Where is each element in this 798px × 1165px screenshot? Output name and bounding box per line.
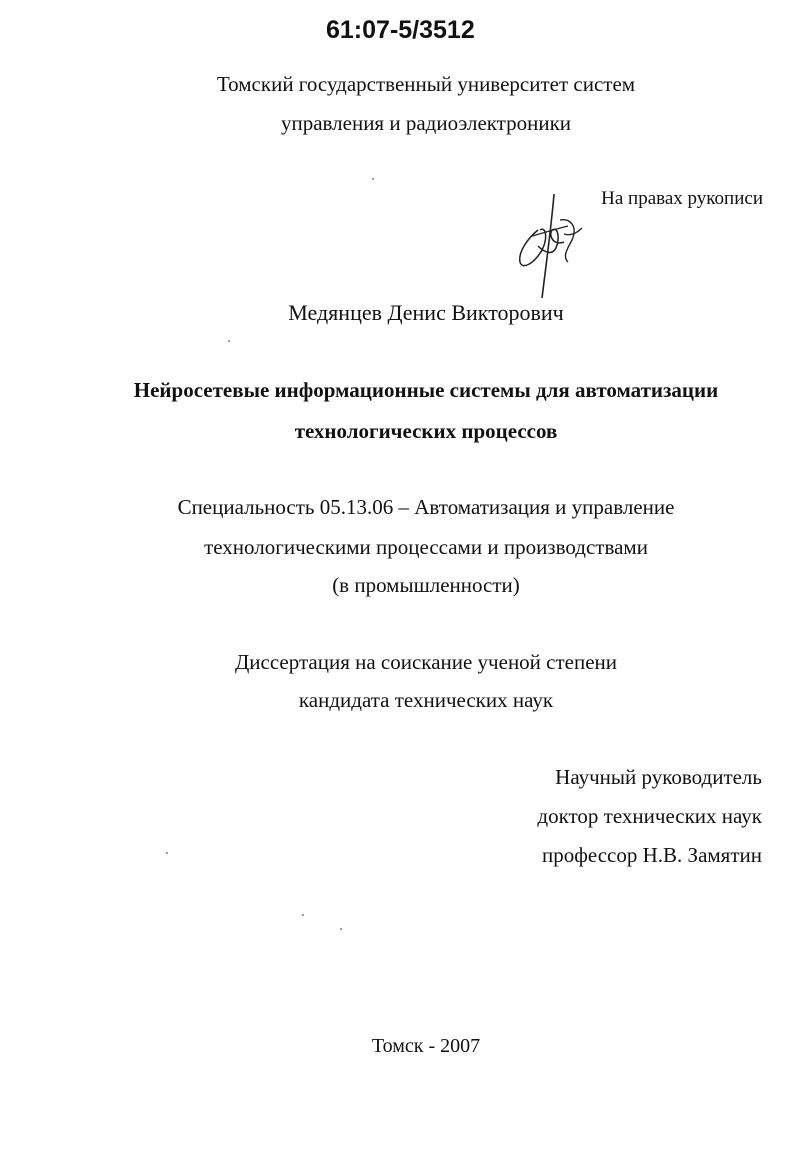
degree-line-1: Диссертация на соискание ученой степени bbox=[234, 650, 618, 674]
signature-mark bbox=[508, 190, 590, 302]
degree-line-2: кандидата технических наук bbox=[298, 688, 554, 712]
title-line-2: технологических процессов bbox=[294, 419, 558, 443]
scan-speck bbox=[166, 852, 168, 854]
university-line-1: Томский государственный университет систем bbox=[216, 72, 636, 96]
advisor-name: профессор Н.В. Замятин bbox=[542, 843, 762, 867]
scan-speck bbox=[228, 340, 230, 342]
university-line-2: управления и радиоэлектроники bbox=[280, 111, 572, 135]
scan-speck bbox=[302, 914, 304, 916]
author-name: Медянцев Денис Викторович bbox=[288, 300, 564, 325]
city-year: Томск - 2007 bbox=[371, 1035, 481, 1057]
specialty-line-2: технологическими процессами и производствами bbox=[204, 535, 648, 559]
manuscript-rights: На правах рукописи bbox=[601, 188, 763, 209]
advisor-role: Научный руководитель bbox=[555, 765, 762, 789]
catalog-number: 61:07-5/3512 bbox=[326, 16, 475, 44]
specialty-line-3: (в промышленности) bbox=[332, 573, 520, 597]
title-line-1: Нейросетевые информационные системы для автоматизации bbox=[133, 378, 719, 402]
specialty-line-1: Специальность 05.13.06 – Автоматизация и управление bbox=[177, 495, 675, 519]
advisor-degree: доктор технических наук bbox=[537, 804, 762, 828]
scan-speck bbox=[340, 928, 342, 930]
scan-speck bbox=[372, 178, 374, 180]
